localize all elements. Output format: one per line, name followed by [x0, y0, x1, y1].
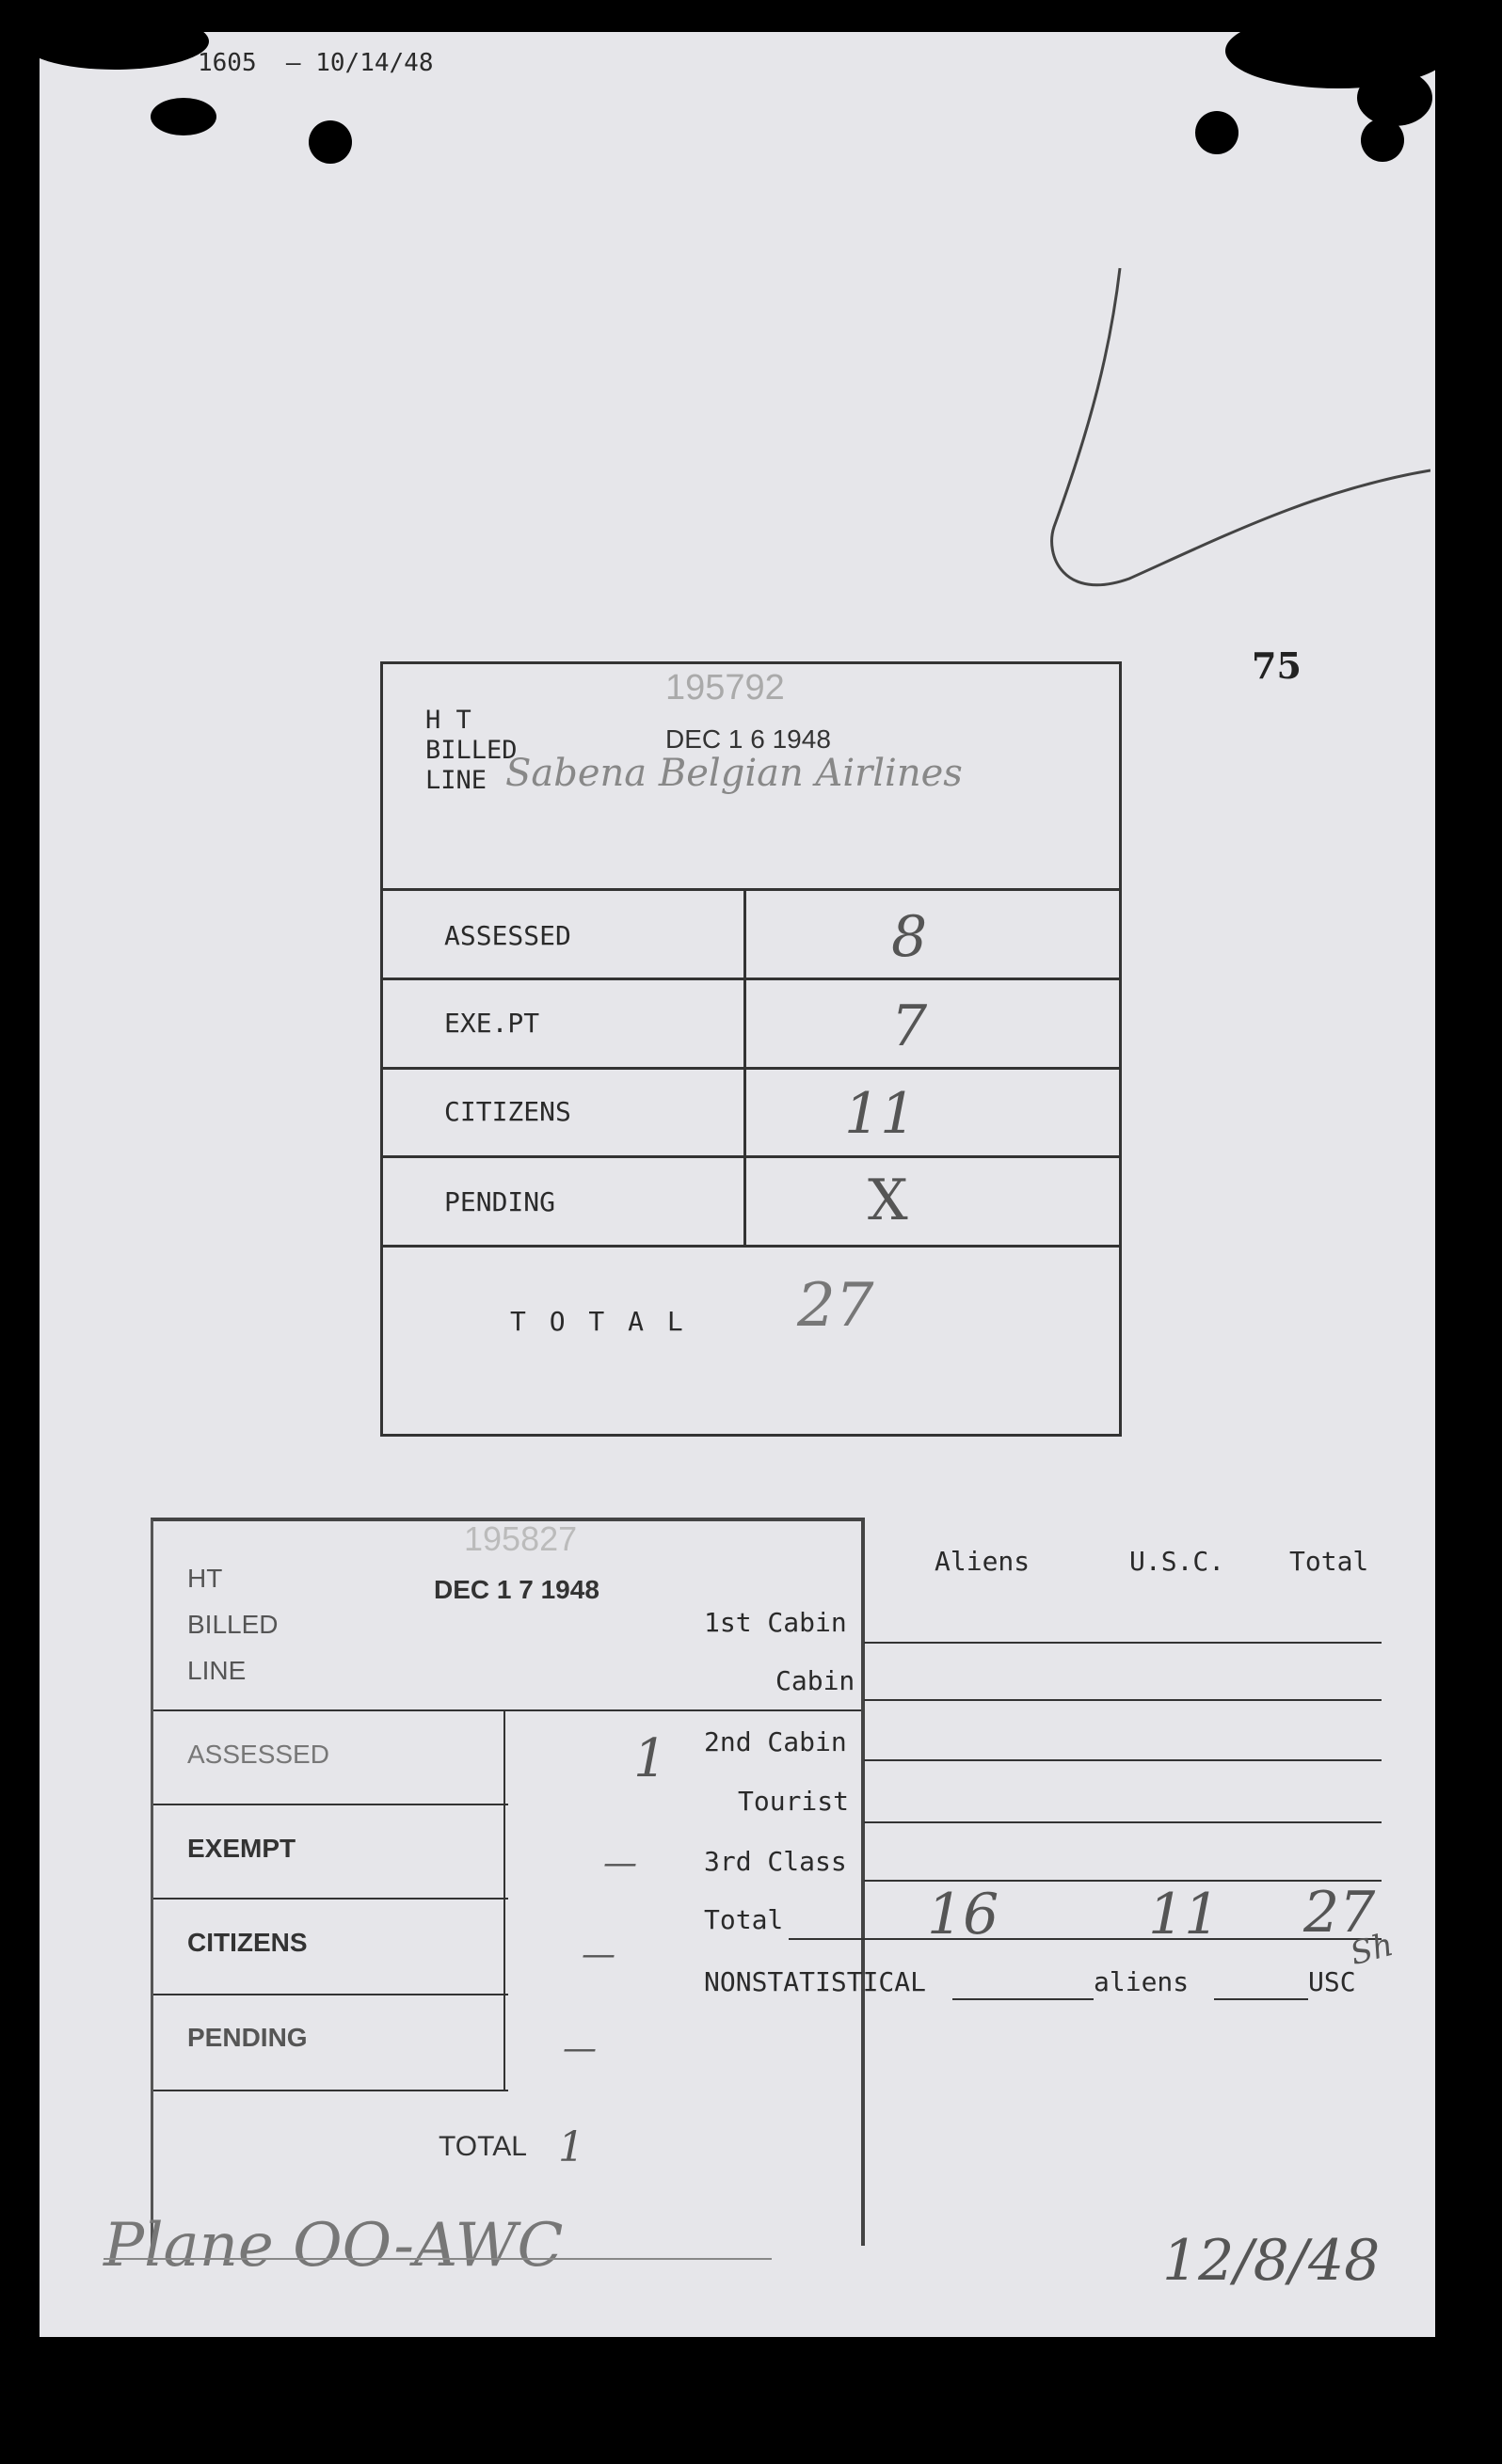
punch-hole: [1361, 119, 1404, 162]
punch-hole: [1195, 111, 1238, 154]
row-label-cabin: Cabin: [775, 1665, 855, 1696]
total-value: 27: [797, 1271, 874, 1341]
date-stamp: DEC 1 7 1948: [434, 1575, 599, 1604]
footer-date: 12/8/48: [1162, 2228, 1381, 2294]
initials: Sh: [1346, 1925, 1398, 1974]
row-label-1st-cabin: 1st Cabin: [704, 1607, 847, 1638]
plane-note: Plane OO-AWC: [104, 2211, 564, 2281]
total-label: TOTAL: [439, 2131, 527, 2162]
total-all: 27: [1303, 1880, 1376, 1946]
form-header-labels: HT BILLED LINE: [187, 1564, 279, 1685]
date-stamp: DEC 1 6 1948: [665, 724, 831, 754]
total-label: T O T A L: [510, 1306, 687, 1337]
total-aliens: 16: [927, 1882, 999, 1947]
column-header-usc: U.S.C.: [1129, 1546, 1225, 1577]
row-label-assessed: ASSESSED: [187, 1740, 329, 1769]
torn-edge: [151, 98, 216, 135]
row-value-citizens: —: [582, 1935, 615, 1974]
torn-edge: [1357, 70, 1432, 126]
row-value-assessed: 8: [891, 904, 928, 970]
row-value-exempt: 7: [891, 994, 928, 1059]
margin-number: 75: [1252, 644, 1302, 687]
row-label-3rd-class: 3rd Class: [704, 1846, 847, 1877]
row-value-pending: X: [868, 1168, 908, 1233]
row-label-citizens: CITIZENS: [444, 1096, 571, 1127]
row-label-tourist: Tourist: [738, 1786, 850, 1817]
nonstat-usc-label: USC: [1308, 1966, 1356, 1997]
row-label-citizens: CITIZENS: [187, 1928, 308, 1957]
column-header-aliens: Aliens: [935, 1546, 1031, 1577]
total-usc: 11: [1148, 1882, 1221, 1947]
column-header-total: Total: [1289, 1546, 1369, 1577]
row-value-pending: —: [563, 2029, 597, 2068]
serial-number: 195827: [464, 1519, 578, 1558]
row-label-2nd-cabin: 2nd Cabin: [704, 1726, 847, 1757]
row-value-exempt: —: [603, 1844, 637, 1883]
torn-edge: [21, 13, 209, 70]
punch-hole: [309, 120, 352, 164]
row-label-pending: PENDING: [444, 1186, 556, 1217]
check-mark: [1035, 254, 1430, 612]
row-value-assessed: 1: [633, 1728, 667, 1789]
row-label-total: Total: [704, 1904, 784, 1935]
row-label-assessed: ASSESSED: [444, 920, 571, 951]
doc-ref: 1605 — 10/14/48: [198, 49, 434, 77]
row-value-citizens: 11: [844, 1081, 917, 1147]
serial-number: 195792: [665, 668, 785, 707]
row-label-exempt: EXEMPT: [187, 1834, 296, 1863]
nonstat-label: NONSTATISTICAL: [704, 1966, 927, 1997]
form-header-labels: H T BILLED LINE: [425, 706, 518, 795]
total-value: 1: [558, 2123, 584, 2171]
nonstat-aliens-label: aliens: [1094, 1966, 1190, 1997]
row-label-pending: PENDING: [187, 2023, 308, 2052]
row-label-exempt: EXE.PT: [444, 1008, 540, 1039]
line-handwritten: Sabena Belgian Airlines: [505, 752, 963, 795]
upper-form: [380, 661, 1122, 1437]
